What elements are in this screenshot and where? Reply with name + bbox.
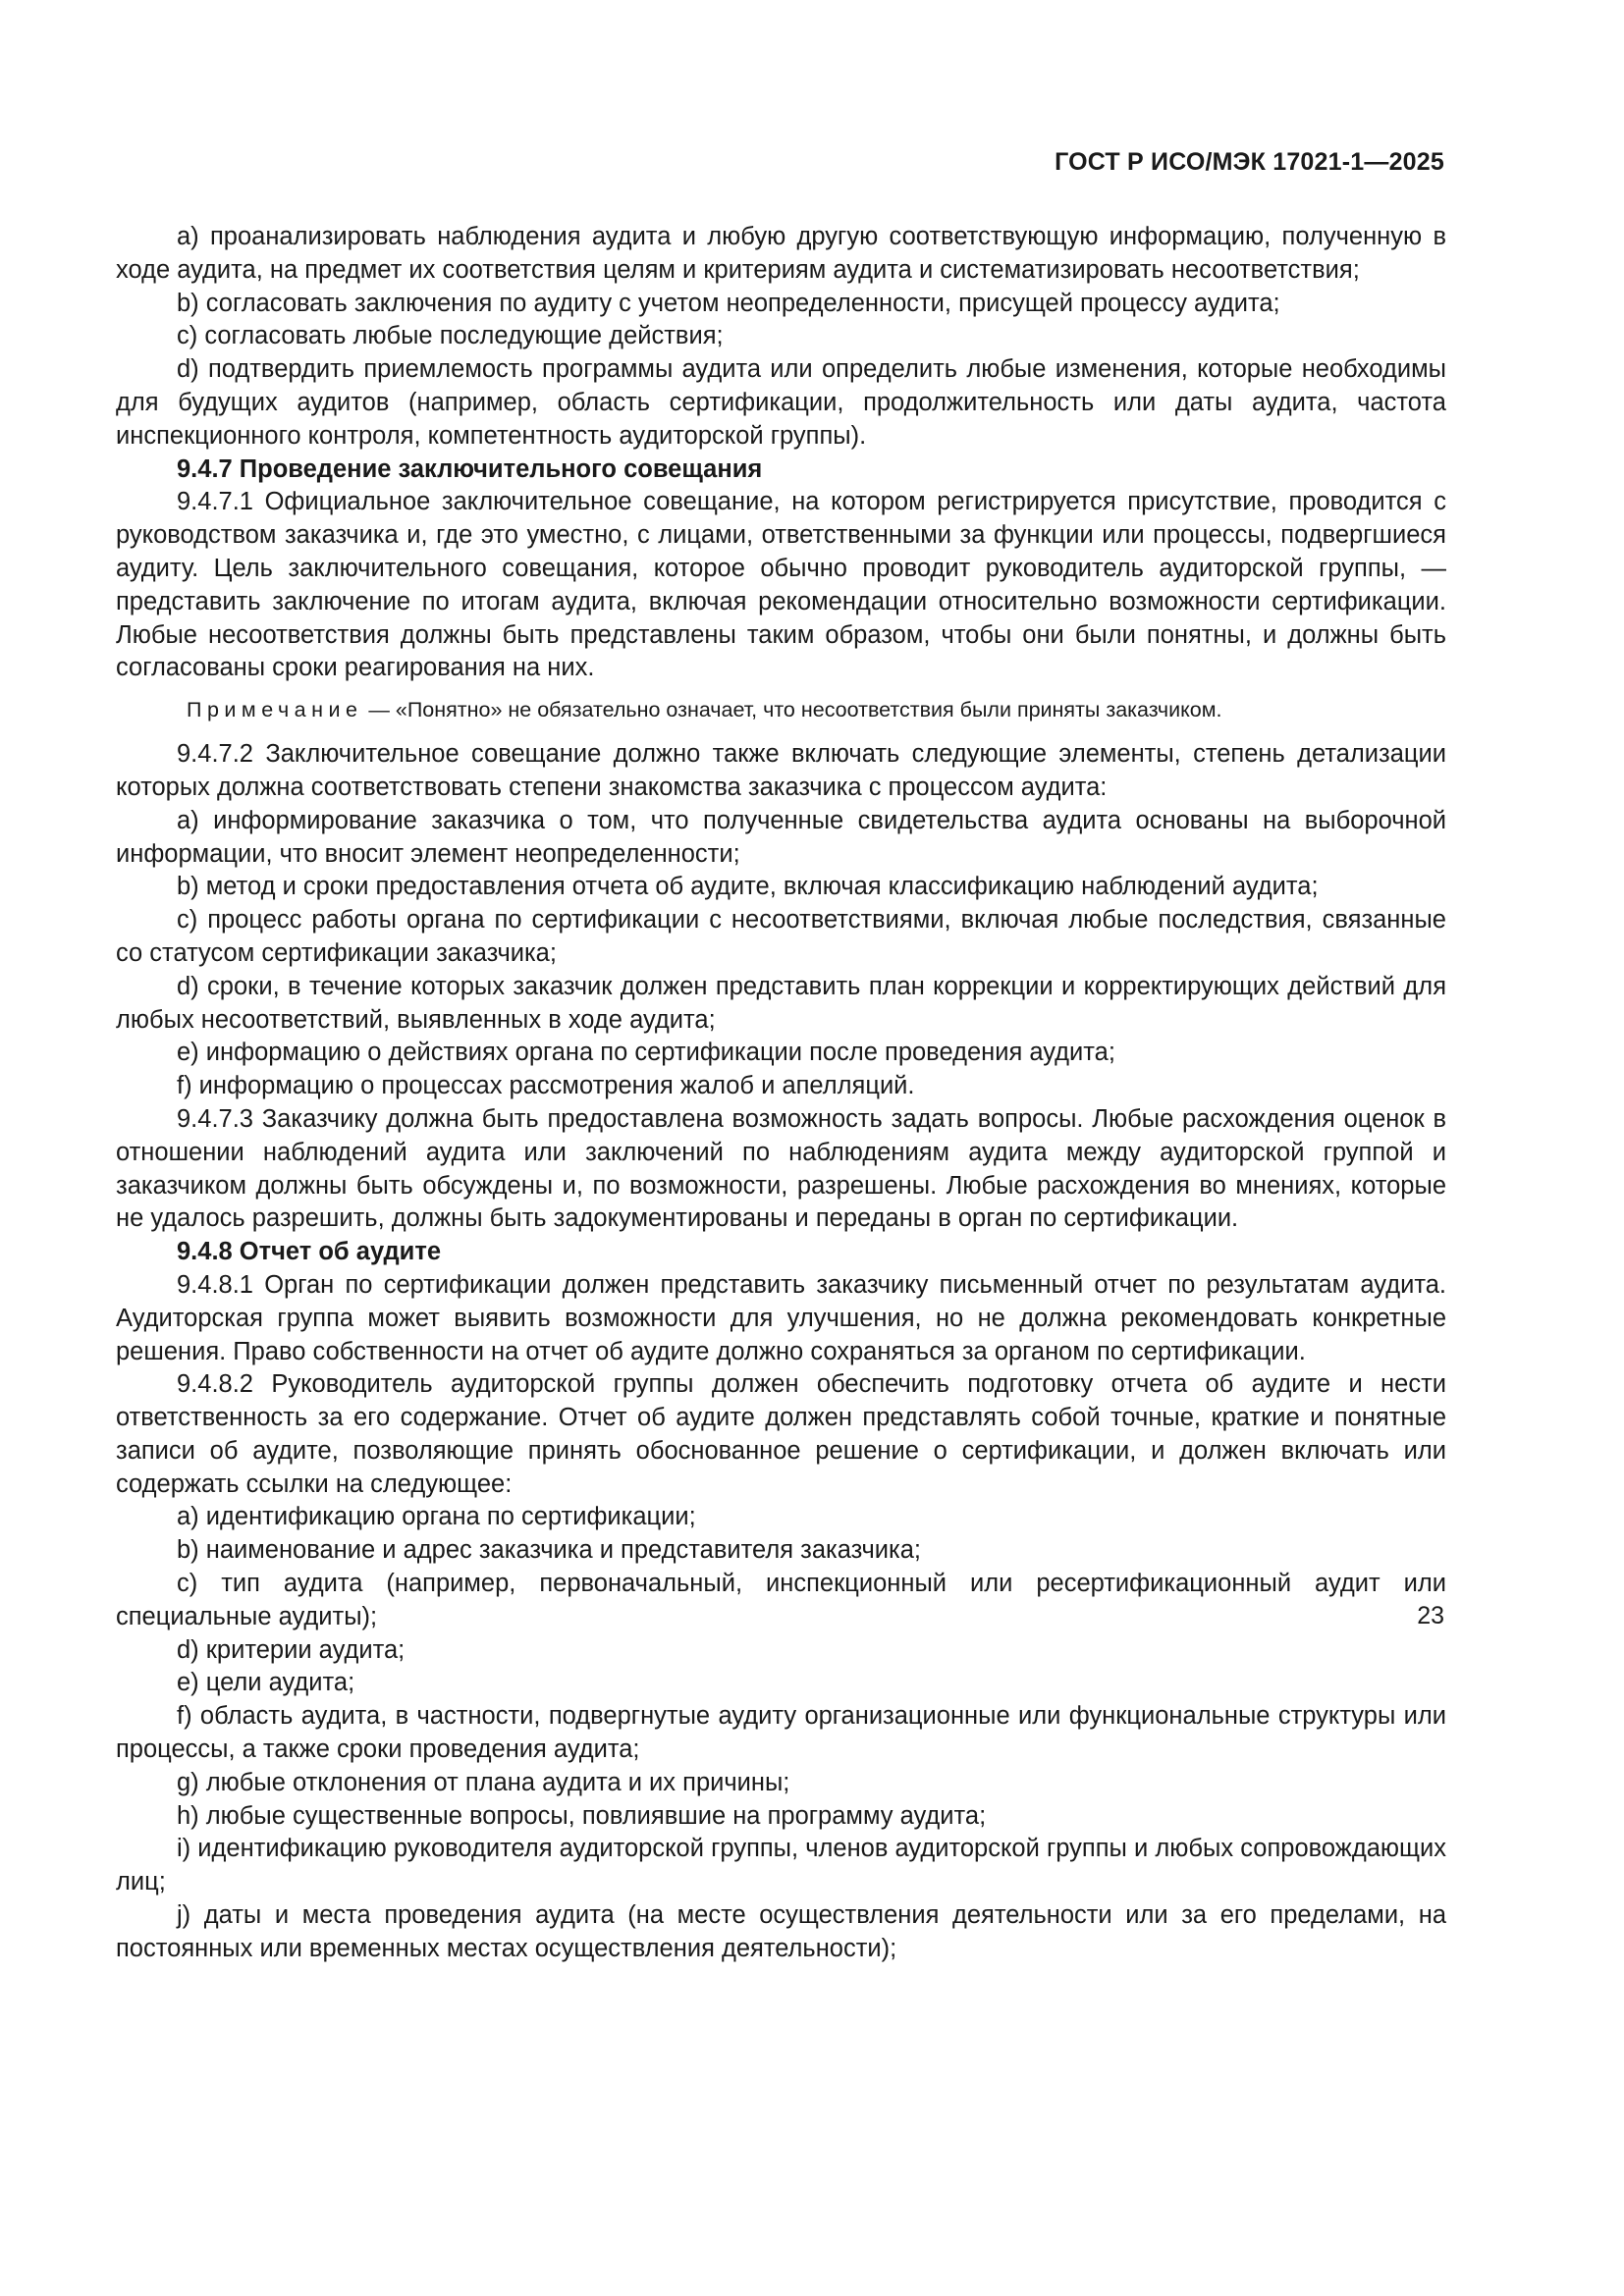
note-label: Примечание (187, 698, 363, 722)
paragraph: c) согласовать любые последующие действия; (177, 322, 724, 350)
paragraph: a) проанализировать наблюдения аудита и любую другую соответствующую информацию, полученную в ходе аудита, на предмет их соответствия целям и критериям аудита и систематизировать несоответствия; (116, 223, 1446, 284)
paragraph: b) наименование и адрес заказчика и представителя заказчика; (177, 1536, 921, 1565)
paragraph: g) любые отклонения от плана аудита и их причины; (177, 1768, 790, 1796)
document-header: ГОСТ Р ИСО/МЭК 17021-1—2025 (1055, 148, 1444, 176)
paragraph: a) информирование заказчика о том, что полученные свидетельства аудита основаны на выборочной информации, что вносит элемент неопределенности; (116, 806, 1446, 868)
page-number: 23 (1417, 1602, 1444, 1629)
section-heading: 9.4.8 Отчет об аудите (177, 1238, 442, 1266)
paragraph: h) любые существенные вопросы, повлиявшие на программу аудита; (177, 1801, 987, 1830)
note (116, 695, 1446, 724)
paragraph: 9.4.7.1 Официальное заключительное совещание, на котором регистрируется присутствие, проводится с руководством заказчика и, где это уместно, с лицами, ответственными за функции или процессы, подвергшиеся аудиту. Цель заключительного совещания, которое обычно проводит руководитель аудиторской группы, — представить заключение по итогам аудита, включая рекомендации относительно возможности сертификации. Любые несоответствия должны быть представлены таким образом, чтобы они были понятны, и должны быть согласованы сроки реагирования на них. (116, 488, 1446, 682)
paragraph: 9.4.7.3 Заказчику должна быть предоставлена возможность задать вопросы. Любые расхождения оценок в отношении наблюдений аудита или заключений по наблюдениям аудита между аудиторской группой и заказчиком должны быть обсуждены и, по возможности, разрешены. Любые расхождения во мнениях, которые не удалось разрешить, должны быть задокументированы и переданы в орган по сертификации. (116, 1104, 1446, 1233)
paragraph: j) даты и места проведения аудита (на месте осуществления деятельности или за его пределами, на постоянных или временных местах осуществления деятельности); (116, 1901, 1446, 1962)
paragraph: f) область аудита, в частности, подвергнутые аудиту организационные или функциональные структуры или процессы, а также сроки проведения аудита; (116, 1702, 1446, 1764)
paragraph: d) критерии аудита; (177, 1635, 406, 1664)
paragraph: 9.4.8.2 Руководитель аудиторской группы должен обеспечить подготовку отчета об аудите и нести ответственность за его содержание. Отчет об аудите должен представлять собой точные, краткие и понятные записи об аудите, позволяющие принять обоснованное решение о сертификации, и должен включать или содержать ссылки на следующее: (116, 1370, 1446, 1498)
paragraph: 9.4.8.1 Орган по сертификации должен представить заказчику письменный отчет по результатам аудита. Аудиторская группа может выявить возможности для улучшения, но не должна рекомендовать конкретные решения. Право собственности на отчет об аудите должно сохраняться за органом по сертификации. (116, 1270, 1446, 1365)
paragraph: e) цели аудита; (177, 1669, 355, 1697)
section-heading: 9.4.7 Проведение заключительного совещания (177, 454, 763, 483)
paragraph: 9.4.7.2 Заключительное совещание должно также включать следующие элементы, степень детализации которых должна соответствовать степени знакомства заказчика с процессом аудита: (116, 740, 1446, 801)
paragraph: a) идентификацию органа по сертификации; (177, 1503, 696, 1531)
paragraph: f) информацию о процессах рассмотрения жалоб и апелляций. (177, 1072, 915, 1100)
paragraph: d) сроки, в течение которых заказчик должен представить план коррекции и корректирующих действий для любых несоответствий, выявленных в ходе аудита; (116, 972, 1446, 1034)
paragraph: c) тип аудита (например, первоначальный, инспекционный или ресертификационный аудит или специальные аудиты); (116, 1570, 1446, 1630)
paragraph: i) идентификацию руководителя аудиторской группы, членов аудиторской группы и любых сопровождающих лиц; (116, 1835, 1446, 1896)
note-text: — «Понятно» не обязательно означает, что несоответствия были приняты заказчиком. (362, 698, 1222, 722)
paragraph: b) метод и сроки предоставления отчета об аудите, включая классификацию наблюдений аудита; (177, 873, 1319, 901)
paragraph: d) подтвердить приемлемость программы аудита или определить любые изменения, которые необходимы для будущих аудитов (например, область сертификации, продолжительность или даты аудита, частота инспекционного контроля, компетентность аудиторской группы). (116, 355, 1446, 450)
paragraph: b) согласовать заключения по аудиту с учетом неопределенности, присущей процессу аудита; (177, 289, 1280, 317)
document-body (116, 221, 1446, 1966)
paragraph: e) информацию о действиях органа по сертификации после проведения аудита; (177, 1039, 1115, 1067)
paragraph: c) процесс работы органа по сертификации с несоответствиями, включая любые последствия, связанные со статусом сертификации заказчика; (116, 906, 1446, 967)
